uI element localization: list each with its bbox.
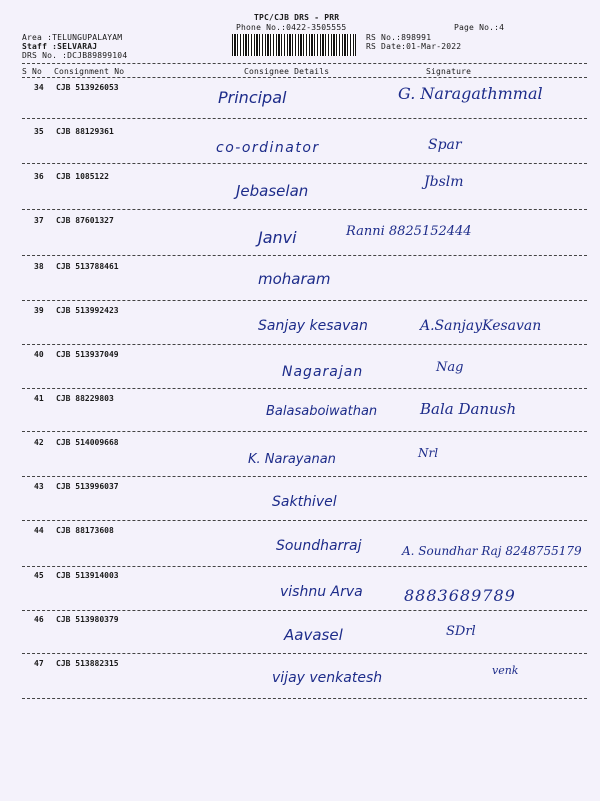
row-consignee: moharam xyxy=(258,270,331,288)
row-divider xyxy=(22,653,587,654)
rs-number: RS No.:898991 xyxy=(366,33,432,42)
column-signature: Signature xyxy=(426,67,472,76)
row-consignee: Sanjay kesavan xyxy=(258,318,368,334)
row-divider xyxy=(22,118,587,119)
staff-label: Staff :SELVARAJ xyxy=(22,42,98,51)
drs-number: DRS No. :DCJB89899104 xyxy=(22,51,128,60)
row-signature: Spar xyxy=(428,137,462,153)
row-consignee: vishnu Arva xyxy=(280,584,363,600)
row-sno: 44 xyxy=(34,526,44,535)
row-signature: Bala Danush xyxy=(420,400,517,418)
phone-number: Phone No.:0422-3505555 xyxy=(236,23,347,32)
row-consignment: CJB 88229803 xyxy=(56,394,114,403)
row-sno: 40 xyxy=(34,350,44,359)
column-divider xyxy=(22,77,587,78)
row-sno: 38 xyxy=(34,262,44,271)
column-consignment: Consignment No xyxy=(54,67,125,76)
row-signature: venk xyxy=(492,664,519,677)
row-sno: 36 xyxy=(34,172,44,181)
row-consignment: CJB 513914003 xyxy=(56,571,119,580)
row-signature: Nrl xyxy=(418,446,439,460)
barcode xyxy=(232,34,356,56)
row-consignment: CJB 513996037 xyxy=(56,482,119,491)
row-divider xyxy=(22,476,587,477)
row-divider xyxy=(22,255,587,256)
row-sno: 39 xyxy=(34,306,44,315)
row-consignee: Janvi xyxy=(258,228,297,247)
row-consignee: Jebaselan xyxy=(236,182,309,200)
row-signature: G. Naragathmmal xyxy=(398,84,543,103)
row-consignee: co-ordinator xyxy=(216,140,320,156)
row-consignee: Balasaboiwathan xyxy=(266,404,378,419)
row-consignee: Sakthivel xyxy=(272,494,337,510)
row-signature: A.SanjayKesavan xyxy=(420,318,542,334)
row-signature: A. Soundhar Raj 8248755179 xyxy=(402,544,582,558)
row-consignee: Soundharraj xyxy=(276,538,362,554)
row-divider xyxy=(22,388,587,389)
row-consignment: CJB 88129361 xyxy=(56,127,114,136)
row-consignment: CJB 88173608 xyxy=(56,526,114,535)
rs-date: RS Date:01-Mar-2022 xyxy=(366,42,462,51)
row-consignment: CJB 514009668 xyxy=(56,438,119,447)
row-divider xyxy=(22,344,587,345)
row-consignment: CJB 87601327 xyxy=(56,216,114,225)
row-signature: SDrl xyxy=(446,624,476,639)
row-consignee: K. Narayanan xyxy=(248,452,336,467)
header-divider xyxy=(22,63,587,64)
row-consignee: vijay venkatesh xyxy=(272,670,383,686)
row-consignment: CJB 1085122 xyxy=(56,172,109,181)
row-consignee: Aavasel xyxy=(284,626,343,644)
row-consignment: CJB 513882315 xyxy=(56,659,119,668)
page-number: Page No.:4 xyxy=(454,23,505,32)
row-consignment: CJB 513980379 xyxy=(56,615,119,624)
document-title: TPC/CJB DRS - PRR xyxy=(254,13,340,22)
row-signature: Ranni 8825152444 xyxy=(346,224,472,239)
row-divider xyxy=(22,163,587,164)
row-consignment: CJB 513926053 xyxy=(56,83,119,92)
row-consignment: CJB 513937049 xyxy=(56,350,119,359)
row-consignee: Nagarajan xyxy=(282,364,364,380)
row-signature: 8883689789 xyxy=(404,586,516,605)
row-sno: 35 xyxy=(34,127,44,136)
row-divider xyxy=(22,300,587,301)
row-sno: 41 xyxy=(34,394,44,403)
row-sno: 42 xyxy=(34,438,44,447)
row-signature: Nag xyxy=(436,360,464,375)
row-divider xyxy=(22,209,587,210)
row-divider xyxy=(22,431,587,432)
row-sno: 43 xyxy=(34,482,44,491)
column-sno: S No xyxy=(22,67,43,76)
row-divider xyxy=(22,520,587,521)
row-consignee: Principal xyxy=(218,88,287,107)
row-consignment: CJB 513992423 xyxy=(56,306,119,315)
column-consignee: Consignee Details xyxy=(244,67,330,76)
row-signature: Jbslm xyxy=(424,174,464,190)
row-sno: 45 xyxy=(34,571,44,580)
row-sno: 37 xyxy=(34,216,44,225)
row-sno: 47 xyxy=(34,659,44,668)
area-label: Area :TELUNGUPALAYAM xyxy=(22,33,123,42)
row-sno: 46 xyxy=(34,615,44,624)
row-divider xyxy=(22,610,587,611)
row-divider xyxy=(22,698,587,699)
row-sno: 34 xyxy=(34,83,44,92)
row-consignment: CJB 513788461 xyxy=(56,262,119,271)
row-divider xyxy=(22,566,587,567)
